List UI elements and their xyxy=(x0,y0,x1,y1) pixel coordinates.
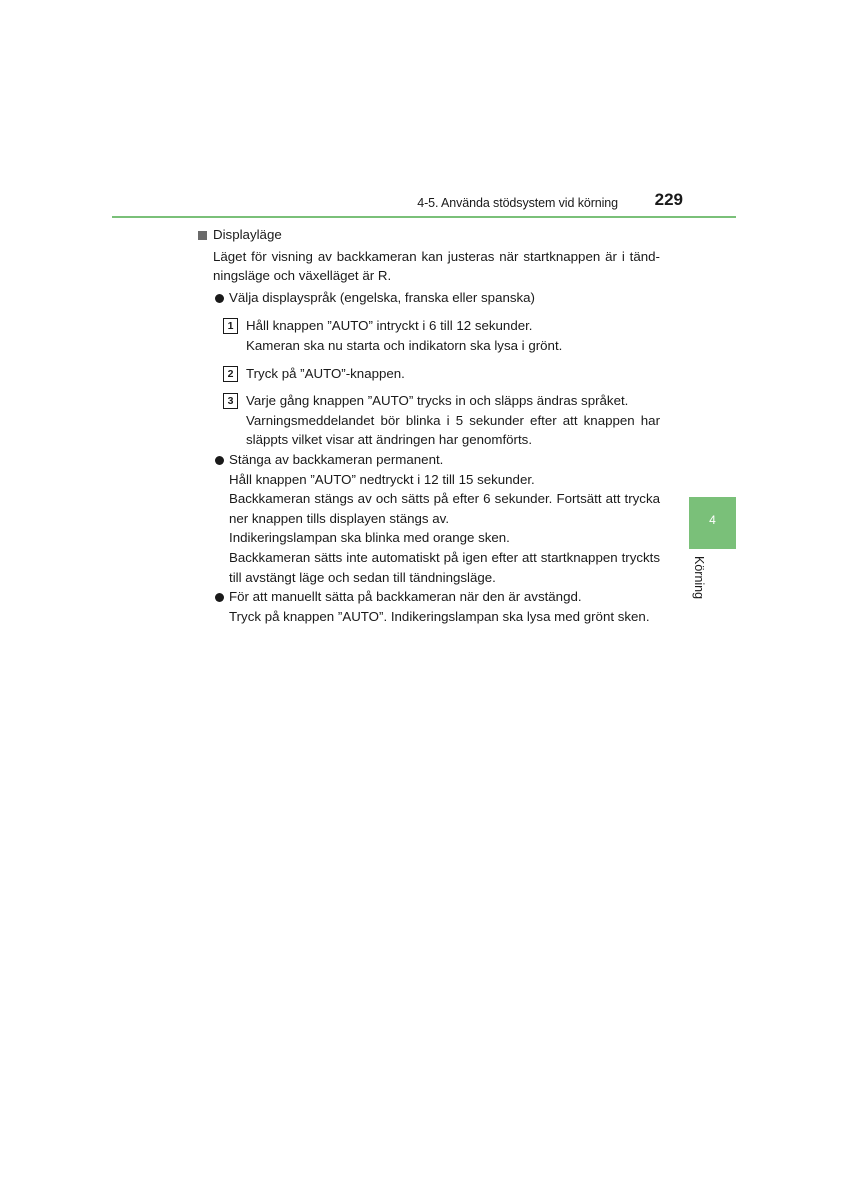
bullet-line: Tryck på knappen ”AUTO”. Indikeringslampan ska lysa med grönt sken. xyxy=(229,608,650,624)
step-line: Håll knappen ”AUTO” intryckt i 6 till 12 sekunder. xyxy=(246,318,533,334)
step-number-box: 3 xyxy=(223,393,238,409)
step-item xyxy=(196,316,660,355)
heading-text: Displayläge xyxy=(213,227,282,242)
step-line: Varningsmeddelandet bör blinka i 5 sekunder efter att knappen har xyxy=(246,412,660,428)
bullet-item-disable xyxy=(196,450,660,587)
bullet-line: Backkameran sätts inte automatiskt på igen efter att startknappen tryckts xyxy=(229,549,660,565)
chapter-tab xyxy=(689,497,736,549)
intro-line: Läget för visning av backkameran kan justeras när startknappen är i tänd- xyxy=(213,248,660,264)
square-bullet-icon xyxy=(198,231,207,240)
bullet-item-language xyxy=(196,288,660,308)
round-bullet-icon xyxy=(215,294,224,303)
bullet-line: Stänga av backkameran permanent. xyxy=(229,451,444,467)
bullet-text: Välja displayspråk (engelska, franska eller spanska) xyxy=(229,289,535,305)
section-title: 4-5. Använda stödsystem vid körning xyxy=(417,196,618,210)
step-line: släppts vilket visar att ändringen har genomförts. xyxy=(246,432,533,448)
step-line: Kameran ska nu starta och indikatorn ska lysa i grönt. xyxy=(246,337,563,353)
step-list xyxy=(196,316,660,450)
intro-line: ningsläge och växelläget är R. xyxy=(213,268,392,284)
step-line: Varje gång knappen ”AUTO” trycks in och släpps ändras språket. xyxy=(246,393,629,409)
bullet-line: Indikeringslampan ska blinka med orange sken. xyxy=(229,530,510,546)
section-heading xyxy=(196,225,660,245)
step-number-box: 2 xyxy=(223,366,238,382)
main-content xyxy=(196,225,660,626)
page-header xyxy=(112,186,736,218)
bullet-line: ner knappen tills displayen stängs av. xyxy=(229,510,450,526)
page-number: 229 xyxy=(654,190,683,209)
chapter-label xyxy=(686,556,714,616)
bullet-line: till avstängt läge och sedan till tändningsläge. xyxy=(229,569,496,585)
chapter-number: 4 xyxy=(709,513,716,527)
header-rule xyxy=(112,216,736,218)
step-number-box: 1 xyxy=(223,318,238,334)
bullet-item-manual-on xyxy=(196,587,660,626)
round-bullet-icon xyxy=(215,456,224,465)
chapter-label-text: Körning xyxy=(692,556,706,600)
bullet-line: Backkameran stängs av och sätts på efter 6 sekunder. Fortsätt att trycka xyxy=(229,491,660,507)
round-bullet-icon xyxy=(215,593,224,602)
step-line: Tryck på ”AUTO”-knappen. xyxy=(246,365,405,381)
bullet-line: Håll knappen ”AUTO” nedtryckt i 12 till 15 sekunder. xyxy=(229,471,535,487)
bullet-line: För att manuellt sätta på backkameran när den är avstängd. xyxy=(229,589,582,605)
intro-paragraph xyxy=(196,247,660,286)
step-item xyxy=(196,391,660,450)
step-item xyxy=(196,364,660,384)
